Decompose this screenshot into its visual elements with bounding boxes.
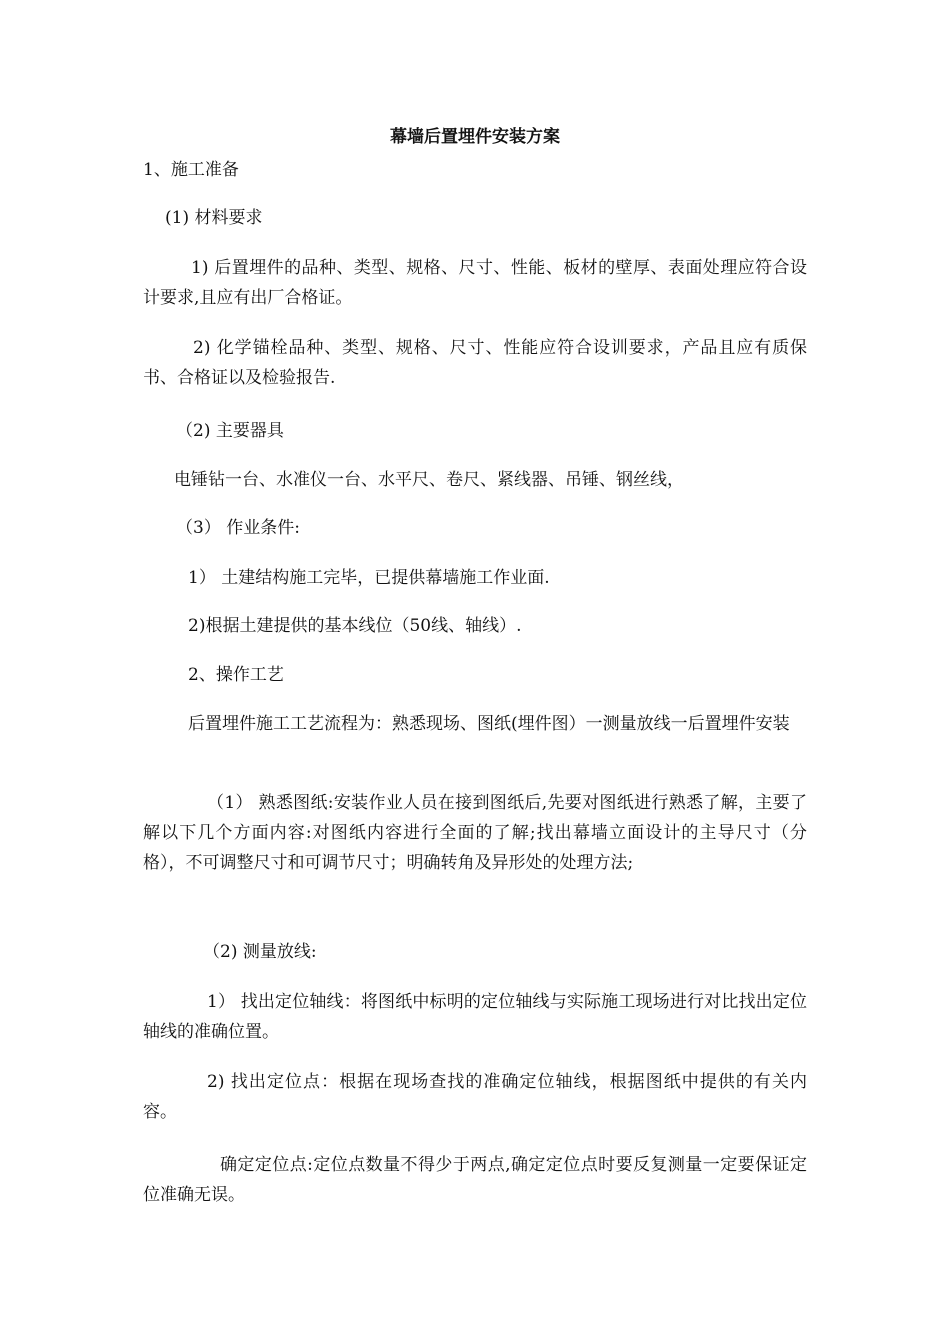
paragraph-chemical-anchor-requirements: 2) 化学锚栓品种、类型、规格、尺寸、性能应符合设训要求，产品且应有质保书、合格证以及检验报告. (143, 338, 807, 388)
subsection-heading-work-conditions: （3） 作业条件: (176, 518, 300, 538)
paragraph-embedded-parts-requirements: 1) 后置埋件的品种、类型、规格、尺寸、性能、板材的壁厚、表面处理应符合设计要求,且应有出厂合格证。 (143, 258, 807, 308)
section-heading-preparation: 1、施工准备 (143, 160, 239, 180)
paragraph-find-points: 2) 找出定位点：根据在现场查找的准确定位轴线，根据图纸中提供的有关内容。 (143, 1072, 807, 1122)
subsection-heading-tools: （2) 主要器具 (176, 421, 284, 441)
section-heading-operation-process: 2、操作工艺 (188, 665, 284, 685)
paragraph-condition-1: 1） 土建结构施工完毕，已提供幕墙施工作业面. (188, 568, 550, 588)
paragraph-determine-points: 确定定位点:定位点数量不得少于两点,确定定位点时要反复测量一定要保证定位准确无误。 (143, 1155, 807, 1205)
paragraph-find-axis: 1） 找出定位轴线：将图纸中标明的定位轴线与实际施工现场进行对比找出定位轴线的准确位置。 (143, 992, 807, 1042)
subsection-heading-materials: (1) 材料要求 (165, 208, 263, 228)
paragraph-condition-2: 2)根据土建提供的基本线位（50线、轴线）. (188, 616, 522, 636)
subsection-heading-survey: （2) 测量放线: (203, 942, 317, 962)
paragraph-familiarize-drawings: （1） 熟悉图纸:安装作业人员在接到图纸后,先要对图纸进行熟悉了解，主要了解以下几个方面内容:对图纸内容进行全面的了解;找出幕墙立面设计的主导尺寸（分格），不可调整尺寸和可调节尺寸；明确转角及异形处的处理方法; (143, 793, 807, 873)
paragraph-process-flow: 后置埋件施工工艺流程为：熟悉现场、图纸(埋件图）一测量放线一后置埋件安装 (188, 714, 790, 734)
paragraph-tools-list: 电锤钻一台、水准仪一台、水平尺、卷尺、紧线器、吊锤、钢丝线， (174, 470, 684, 490)
document-title: 幕墙后置埋件安装方案 (390, 127, 560, 147)
